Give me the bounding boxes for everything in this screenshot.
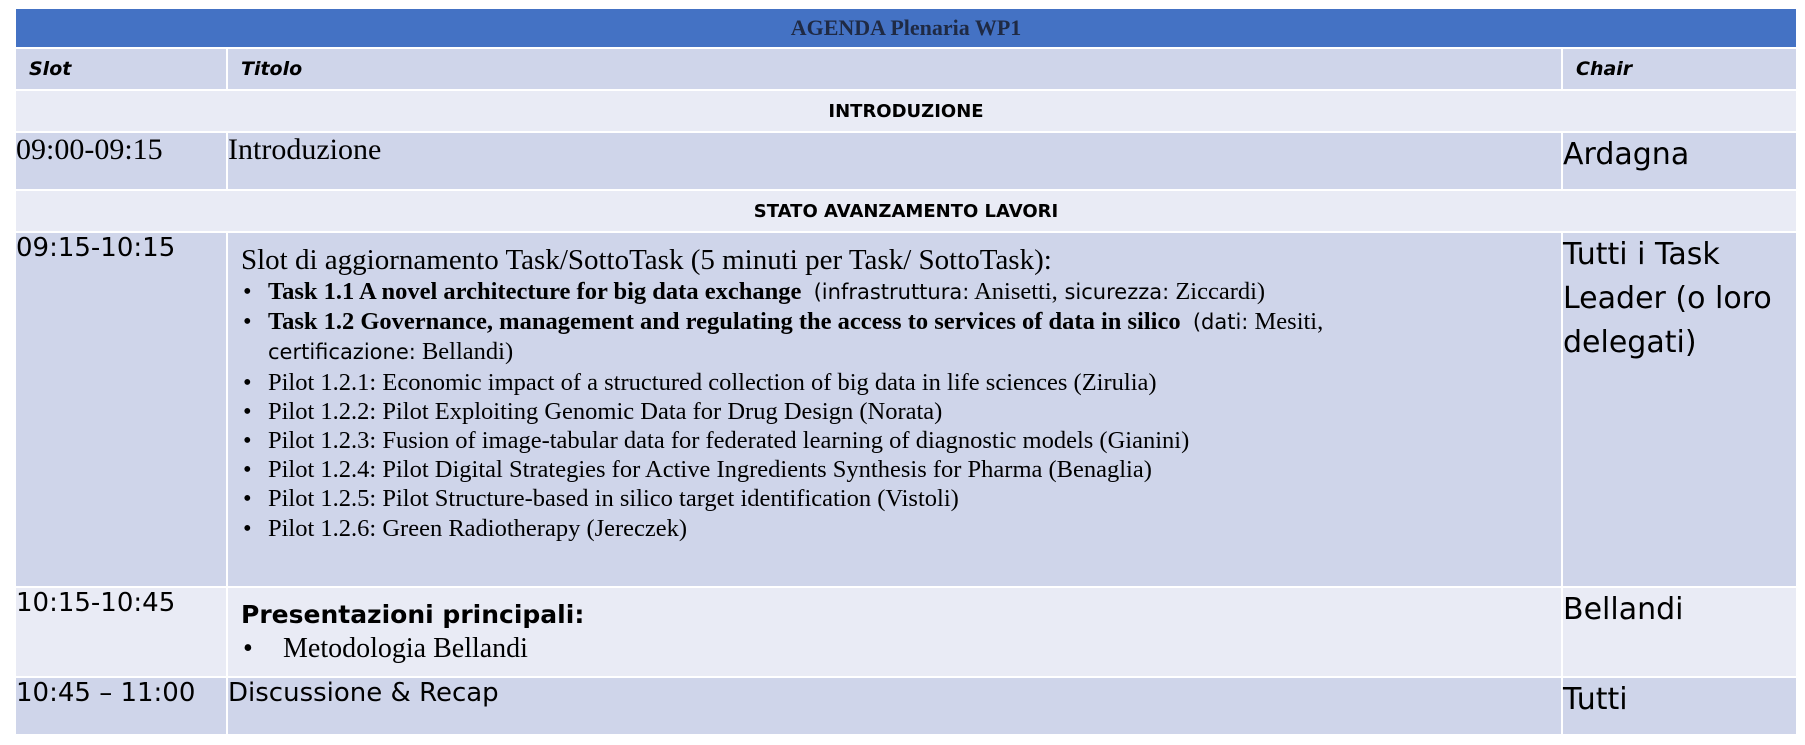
list-item: • Pilot 1.2.6: Green Radiotherapy (Jereczek) (243, 514, 688, 542)
agenda-row-2 (15, 232, 1797, 587)
header-titolo: Titolo (227, 48, 1562, 90)
list-item: • Pilot 1.2.3: Fusion of image-tabular data for federated learning of diagnostic models (Gianini) (243, 427, 1190, 455)
task-title: Task 1.1 A novel architecture for big data exchange (268, 278, 802, 305)
list-item: • Pilot 1.2.4: Pilot Digital Strategies for Active Ingredients Synthesis for Pharma (Benaglia) (243, 456, 1152, 484)
presentations-heading: Presentazioni principali: (241, 600, 585, 629)
task-list (241, 277, 1561, 543)
chair-cell: Bellandi (1562, 587, 1797, 677)
chair-cell: Tutti (1562, 677, 1797, 735)
list-item: • Pilot 1.2.2: Pilot Exploiting Genomic Data for Drug Design (Norata) (243, 397, 943, 425)
list-item: • Metodologia Bellandi (243, 633, 528, 664)
header-slot: Slot (15, 48, 227, 90)
slot-cell: 09:00-09:15 (15, 132, 227, 190)
agenda-row-4 (15, 677, 1797, 735)
list-item: • Task 1.1 A novel architecture for big data exchange (infrastruttura: Anisetti, sicurezza: Ziccardi) (243, 278, 1266, 305)
agenda-table (14, 7, 1798, 736)
section-stato: STATO AVANZAMENTO LAVORI (15, 190, 1797, 232)
list-item: • Pilot 1.2.1: Economic impact of a structured collection of big data in life sciences (Zirulia) (243, 368, 1157, 396)
chair-cell: Tutti i Task Leader (o loro delegati) (1562, 232, 1797, 587)
section-row-stato (15, 190, 1797, 232)
task-title: Task 1.2 Governance, management and regulating the access to services of data in silico (268, 308, 1181, 336)
intro-line: Slot di aggiornamento Task/SottoTask (5 minuti per Task/ SottoTask): (241, 244, 1052, 276)
agenda-title: AGENDA Plenaria WP1 (15, 8, 1797, 48)
slot-cell: 09:15-10:15 (15, 232, 227, 587)
title-cell: Discussione & Recap (227, 677, 1562, 735)
list-item: • Pilot 1.2.5: Pilot Structure-based in silico target identification (Vistoli) (243, 485, 959, 513)
header-chair: Chair (1562, 48, 1797, 90)
slot-cell: 10:15-10:45 (15, 587, 227, 677)
agenda-row-3 (15, 587, 1797, 677)
title-cell (227, 232, 1562, 587)
title-cell (227, 587, 1562, 677)
title-cell: Introduzione (227, 132, 1562, 190)
chair-cell: Ardagna (1562, 132, 1797, 190)
agenda-row-1 (15, 132, 1797, 190)
section-row-intro (15, 90, 1797, 132)
slot-cell: 10:45 – 11:00 (15, 677, 227, 735)
title-row (15, 8, 1797, 48)
section-intro: INTRODUZIONE (15, 90, 1797, 132)
list-item: • Task 1.2 Governance, management and regulating the access to services of data in silico (dati: Mesiti, certificazione: Bellandi) (243, 308, 1324, 366)
header-row (15, 48, 1797, 90)
